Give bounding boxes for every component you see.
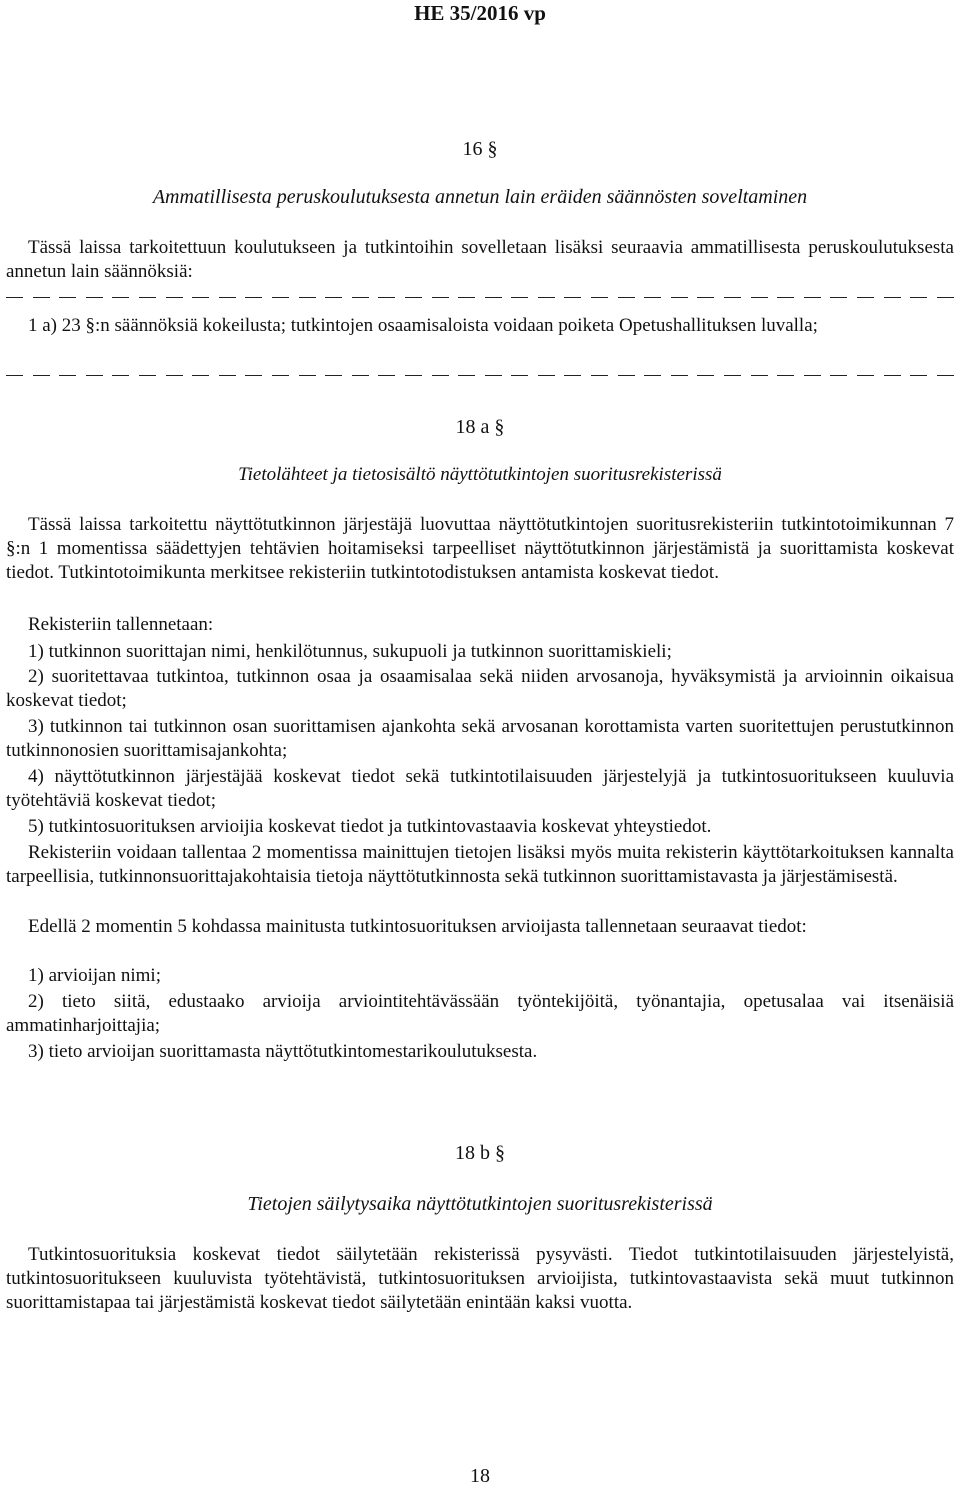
section-16-paragraph-1: Tässä laissa tarkoitettuun koulutukseen ja tutkintoihin sovelletaan lisäksi seuraavia ammatillisesta peruskoulutuksesta annetun lain säännöksiä: (6, 237, 954, 282)
omission-dash-line-2 (6, 369, 954, 381)
section-18a-heading: 18 a § (455, 416, 505, 438)
assessor-item-2: 2) tieto siitä, edustaako arvioija arviointitehtävässään työntekijöitä, työnantajia, opetusalaa vai itsenäisiä ammatinharjoittajia; (6, 991, 954, 1036)
list-item-2: 2) suoritettavaa tutkintoa, tutkinnon osaa ja osaamisalaa sekä niiden arvosanoja, hyväksymistä ja arvioinnin oikaisua koskevat tiedot; (6, 666, 954, 711)
section-18a-title: Tietolähteet ja tietosisältö näyttötutkintojen suoritusrekisterissä (238, 464, 722, 485)
document-id: HE 35/2016 vp (414, 1, 546, 25)
list-item-1: 1) tutkinnon suorittajan nimi, henkilötunnus, sukupuoli ja tutkinnon suorittamiskieli; (28, 641, 672, 662)
section-16-title: Ammatillisesta peruskoulutuksesta annetun lain eräiden säännösten soveltaminen (152, 186, 808, 208)
list-item-5: 5) tutkintosuorituksen arvioijia koskevat tiedot ja tutkintovastaavia koskevat yhteystiedot. (28, 816, 712, 837)
section-18a-paragraph-1: Tässä laissa tarkoitettu näyttötutkinnon järjestäjä luovuttaa näyttötutkintojen suoritusrekisteriin tutkintotoimikunnan 7 §:n 1 momentissa säädettyjen tehtävien hoitamiseksi tarpeelliset näyttötutkinnon järjestämistä ja suorittamista koskevat tiedot. Tutkintotoimikunta merkitsee rekisteriin tutkintotodistuksen antamista koskevat tiedot. (6, 514, 954, 583)
section-18b-paragraph-1: Tutkintosuorituksia koskevat tiedot säilytetään rekisterissä pysyvästi. Tiedot tutkintotilaisuuden järjestelyistä, tutkintosuoritukseen kuuluvista työtehtävistä, tutkintosuorituksen arvioijista, tutkintovastaavista sekä muut tutkinnon suorittamistapaa tai järjestämistä koskevat tiedot säilytetään enintään kaksi vuotta. (6, 1244, 954, 1313)
assessor-item-3: 3) tieto arvioijan suorittamasta näyttötutkintomestarikoulutuksesta. (28, 1041, 538, 1062)
section-18a-paragraph-4: Edellä 2 momentin 5 kohdassa mainitusta tutkintosuorituksen arvioijasta tallennetaan seuraavat tiedot: (28, 916, 807, 937)
section-18b-title: Tietojen säilytysaika näyttötutkintojen suoritusrekisterissä (247, 1193, 713, 1215)
section-16-heading: 16 § (462, 138, 498, 160)
omission-dash-line (6, 291, 954, 303)
list-item-4: 4) näyttötutkinnon järjestäjää koskevat tiedot sekä tutkintotilaisuuden järjestelyjä ja tutkintosuoritukseen kuuluvia työtehtäviä koskevat tiedot; (6, 766, 954, 811)
page-number: 18 (470, 1465, 490, 1487)
assessor-item-1: 1) arvioijan nimi; (28, 965, 161, 986)
section-18a-paragraph-2: Rekisteriin tallennetaan: (28, 614, 214, 635)
section-16-paragraph-2: 1 a) 23 §:n säännöksiä kokeilusta; tutkintojen osaamisaloista voidaan poiketa Opetushallituksen luvalla; (28, 315, 818, 336)
section-18a-paragraph-3: Rekisteriin voidaan tallentaa 2 momentissa mainittujen tietojen lisäksi myös muita rekisterin käyttötarkoituksen kannalta tarpeellisia, tutkinnonsuorittajakohtaisia tietoja näyttötutkinnosta sekä tutkinnon suorittamistavasta ja järjestämisestä. (6, 842, 954, 887)
list-item-3: 3) tutkinnon tai tutkinnon osan suorittamisen ajankohta sekä arvosanan korottamista varten suoritettujen perustutkinnon tutkinnonosien suorittamisajankohta; (6, 716, 954, 761)
section-18b-heading: 18 b § (455, 1142, 505, 1164)
